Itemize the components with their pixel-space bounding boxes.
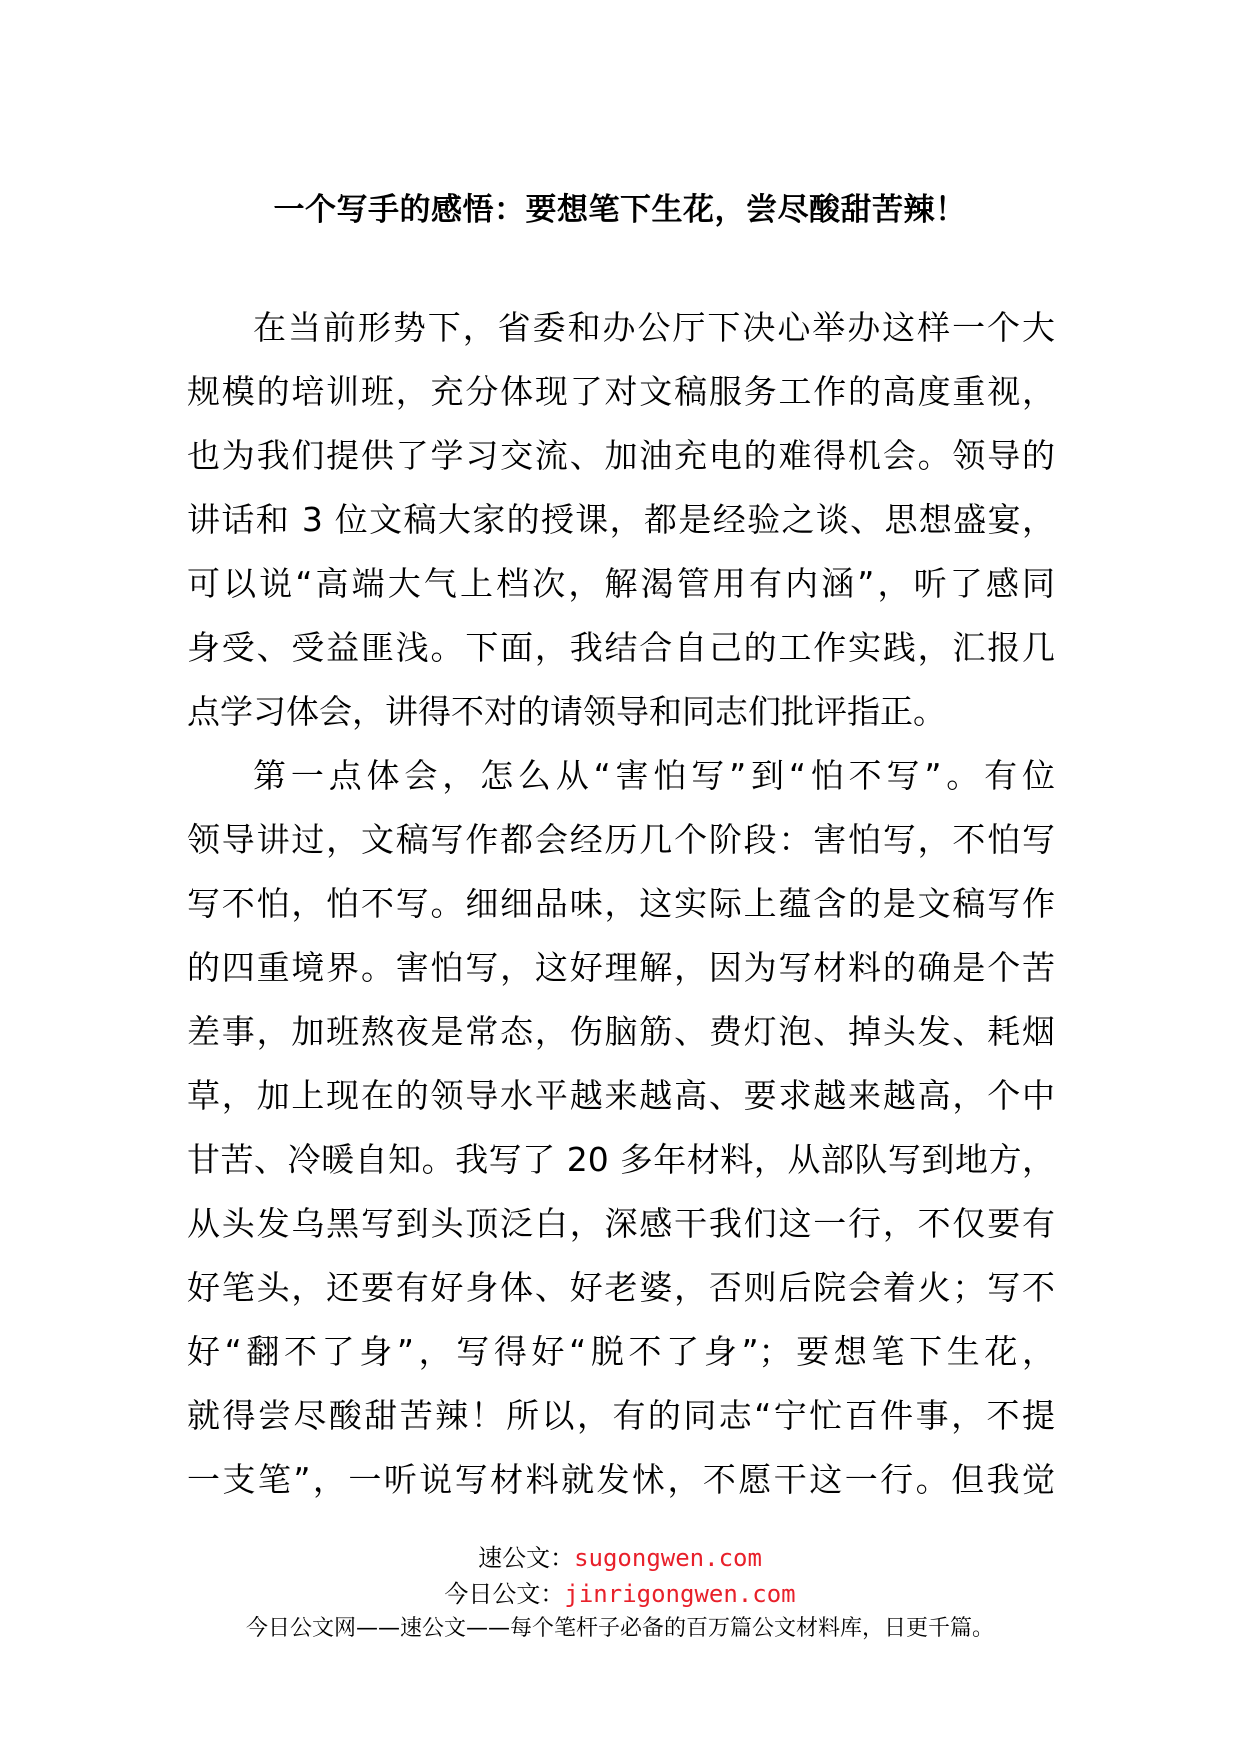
footer-jinri-label: 今日公文： [444,1580,565,1608]
paragraph-line: 也为我们提供了学习交流、加油充电的难得机会。领导的 [187,436,1055,475]
footer-tagline-text: 今日公文网——速公文——每个笔杆子必备的百万篇公文材料库，日更千篇。 [245,1616,994,1641]
paragraph-line: 点学习体会，讲得不对的请领导和同志们批评指正。 [187,692,946,731]
paragraph-line: 从头发乌黑写到头顶泛白，深感干我们这一行，不仅要有 [187,1204,1055,1243]
paragraph-line: 写不怕，怕不写。细细品味，这实际上蕴含的是文稿写作 [187,884,1055,923]
document-title: 一个写手的感悟：要想笔下生花，尝尽酸甜苦辣！ [273,192,967,228]
paragraph-line: 领导讲过，文稿写作都会经历几个阶段：害怕写，不怕写 [187,820,1055,859]
paragraph-line: 可以说“高端大气上档次，解渴管用有内涵”，听了感同 [187,564,1055,603]
paragraph-line: 在当前形势下，省委和办公厅下决心举办这样一个大 [253,308,1055,347]
footer-jinrigongwen [0,1578,1240,1610]
paragraph-line: 好笔头，还要有好身体、好老婆，否则后院会着火；写不 [187,1268,1055,1307]
paragraph-line: 的四重境界。害怕写，这好理解，因为写材料的确是个苦 [187,948,1055,987]
paragraph-line: 就得尝尽酸甜苦辣！所以，有的同志“宁忙百件事，不提 [187,1396,1055,1435]
paragraph-2 [187,744,1055,1512]
paragraph-line: 草，加上现在的领导水平越来越高、要求越来越高，个中 [187,1076,1055,1115]
sugongwen-link[interactable]: sugongwen.com [574,1544,762,1572]
paragraph-line: 规模的培训班，充分体现了对文稿服务工作的高度重视， [187,372,1055,411]
paragraph-line: 一支笔”，一听说写材料就发怵，不愿干这一行。但我觉 [187,1460,1055,1499]
footer-sugongwen-label: 速公文： [478,1544,575,1572]
paragraph-line: 差事，加班熬夜是常态，伤脑筋、费灯泡、掉头发、耗烟 [187,1012,1055,1051]
paragraph-line: 好“翻不了身”，写得好“脱不了身”；要想笔下生花， [187,1332,1055,1371]
footer-tagline [0,1614,1240,1644]
document-body [187,296,1055,1512]
paragraph-1 [187,296,1055,744]
jinrigongwen-link[interactable]: jinrigongwen.com [564,1580,796,1608]
paragraph-line: 讲话和 3 位文稿大家的授课，都是经验之谈、思想盛宴， [187,500,1055,539]
paragraph-line: 身受、受益匪浅。下面，我结合自己的工作实践，汇报几 [187,628,1055,667]
paragraph-line: 第一点体会，怎么从“害怕写”到“怕不写”。有位 [253,756,1055,795]
footer-sugongwen [0,1542,1240,1574]
paragraph-line: 甘苦、冷暖自知。我写了 20 多年材料，从部队写到地方， [187,1140,1055,1179]
